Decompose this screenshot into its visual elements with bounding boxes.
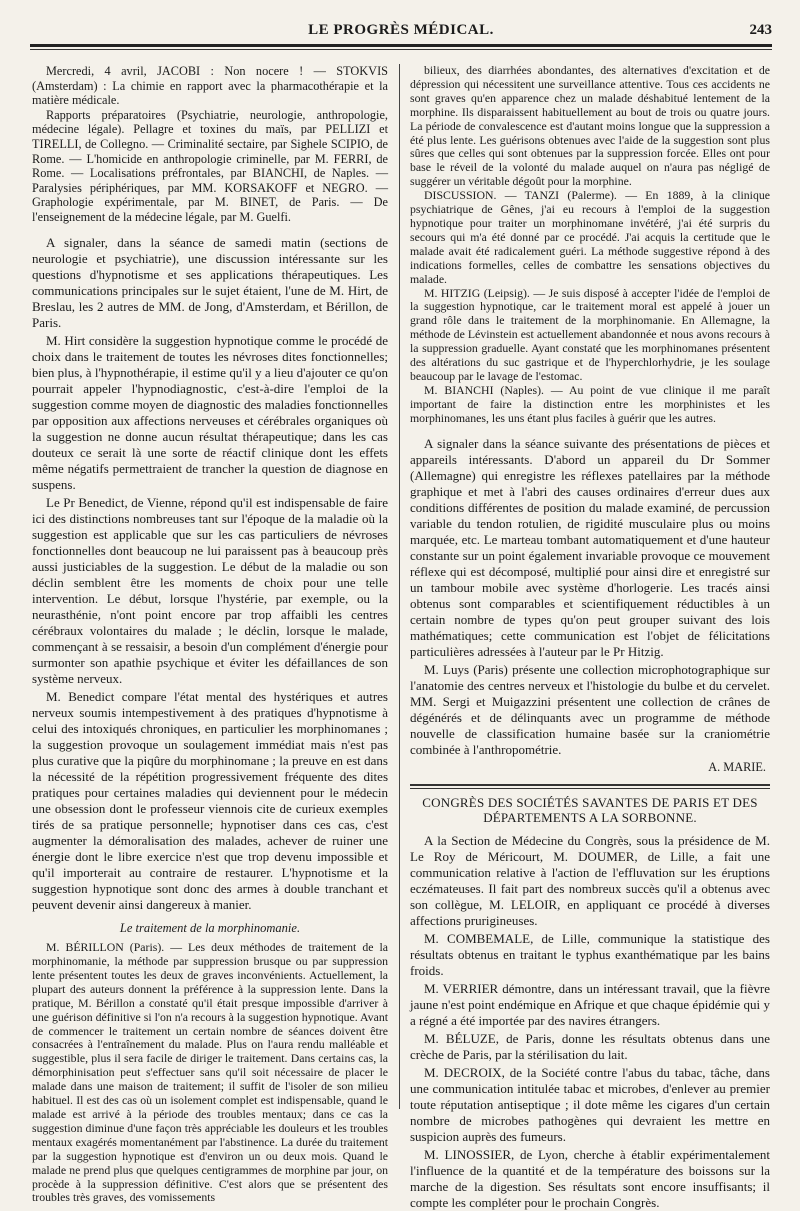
paragraph: M. Hirt considère la suggestion hypnotique comme le procédé de choix dans le traitement de toutes les névroses dites fonctionnelles; bien plus, à l'hypnothérapie, il estime qu'il y a lieu d'ajouter ce qu'on pourrait appeler l'hypnodiagnostic, c'est-à-dire l'emploi de la suggestion comme moyen de diagnostic des maladies fonctionnelles par opposition aux affections nerveuses et cérébrales organiques où la suggestion ne donne aucun résultat thérapeutique; dans les cas douteux ce serait là une sorte de réactif clinique dont les effets même négatifs permettraient de trancher la question de diagnose en suspens. [32,332,388,492]
paragraph: M. BIANCHI (Naples). — Au point de vue clinique il me paraît important de faire la distinction entre les morphinistes et les morphinomanes, les uns étant plus faciles à guérir que les autres. [410,382,770,425]
paragraph: M. Benedict compare l'état mental des hystériques et autres nerveux soumis intempestivement à des pratiques d'hypnotisme à celui des intoxiqués chroniques, en particulier les morphinomanes ; la suggestion provoque un soulagement immédiat mais n'est pas plus curative que la piqûre du morphinomane ; la preuve en est dans la nécessité de la répétition progressivement fréquente des dites pratiques pour certaines maladies qui deviennent pour le médecin une obsession dont le professeur viennois cite de curieux exemples tirés de sa pratique personnelle; hypnotiser dans ces cas, c'est augmenter la démoralisation des malades, achever de ruiner une énergie dont le libre exercice n'est que trop devenu impossible et qu'il importerait au contraire de restaurer. L'hypnotisme et la suggestion hypnotique sont donc des armes à double tranchant et peuvent devenir ainsi dangereux à manier. [32,688,388,912]
paragraph: M. COMBEMALE, de Lille, communique la statistique des résultats obtenus en traitant le typhus exanthématique par les bains froids. [410,931,770,979]
paragraph: M. Luys (Paris) présente une collection microphotographique sur l'anatomie des centres nerveux et l'histologie du bulbe et du cervelet. MM. Sergi et Muigazzini présentent une collection de crânes de dégénérés et de délinquants avec un programme de méthode nouvelle de classification humaine basée sur la craniométrie combinée à l'anthropométrie. [410,661,770,757]
paragraph: M. HITZIG (Leipsig). — Je suis disposé à accepter l'idée de l'emploi de la suggestion hypnotique, car le traitement moral est appelé à jouer un grand rôle dans le traitement de la morphinomanie. En Allemagne, la méthode de Lévinstein est actuellement abandonnée et nous avons recours à la suppression graduelle. Ayant constaté que les morphinomanes présentent des altérations du suc gastrique et de l'hyperchlorhydrie, je les soulage beaucoup par le lavage de l'estomac. [410,285,770,383]
header-rule-thin [30,49,772,50]
paragraph: Mercredi, 4 avril, JACOBI : Non nocere ! — STOKVIS (Amsterdam) : La chimie en rapport avec la pharmacothérapie et la matière médicale. [32,64,388,108]
paragraph: M. BÉLUZE, de Paris, donne les résultats obtenus dans une crèche de Paris, par la stérilisation du lait. [410,1031,770,1063]
left-column [32,64,388,1205]
paragraph: bilieux, des diarrhées abondantes, des alternatives d'excitation et de dépression qui nécessitent une surveillance attentive. Tous ces accidents ne sont graves qu'en apparence chez un malade déshabitué lentement de la morphine. Ils disparaissent habituellement au bout de trois ou quatre jours. La période de convalescence est d'autant moins longue que la suppression a été plus lente. Les guérisons obtenues avec l'aide de la suggestion sont plus sûres que celles qui sont obtenues par la suppression forcée. Elles ont pour base le réveil de la volonté du malade auquel on n'aura pas négligé de suggérer un véritable dégoût pour la morphine. [410,63,770,189]
paragraph: A signaler dans la séance suivante des présentations de pièces et appareils intéressants. D'abord un appareil du Dr Sommer (Allemagne) qui enregistre les réflexes patellaires par la méthode graphique et met à l'abri des causes ordinaires d'erreur dues aux conditions différentes de position du malade examiné, de percussion variable du tendon rotulien, de rigidité musculaire plus ou moins marquée, etc. Le marteau tombant automatiquement et d'une hauteur constante sur un point également invariable provoque ce mouvement réflexe qui est décomposé, multiplié pour ainsi dire et enregistré sur un tambour mobile avec système d'horlogerie. Les tracés ainsi obtenus sont comparables et scientifiquement réductibles à un certain nombre de types qu'on peut grouper suivant des lois mathématiques; cette communication est l'objet de félicitations particulières adressées à l'auteur par le Pr Hitzig. [410,435,770,659]
paragraph: M. BÉRILLON (Paris). — Les deux méthodes de traitement de la morphinomanie, la méthode par suppression brusque ou par suppression lente présentent toutes les deux de graves inconvénients. Actuellement, la plupart des auteurs donnent la préférence à la suppression lente. Dans la pratique, M. Bérillon a constaté qu'il était presque impossible d'arriver à une guérison définitive si l'on n'a recours à la suggestion hypnotique. Avant de commencer le traitement un certain nombre de séances doivent être consacrées à l'entraînement du malade. Plus on l'aura rendu malléable et suggestible, plus il sera facile de diriger le traitement. Dans certains cas, la démorphinisation peut s'effectuer sans qu'il soit nécessaire de placer le malade dans une maison de traitement; il suffit de l'isoler de son milieu habituel. Il est des cas où un isolement complet est indispensable, quand le malade est arrivé à la période des troubles mentaux; dans ce cas la suggestion diminue d'une façon très appréciable les douleurs et les troubles mentaux exagérés momentanément par l'abstinence. La durée du traitement par la suggestion hypnotique est d'environ un ou deux mois. Quand le malade ne prend plus que quelques centigrammes de morphine par jour, on procède à la suppression définitive. C'est alors que se présentent des troubles très graves, des vomissements [32,940,388,1205]
right-column [410,63,770,1211]
paragraph: A la Section de Médecine du Congrès, sous la présidence de M. Le Roy de Méricourt, M. DOUMER, de Lille, a fait une communication relative à l'action de l'effluvation sur les éruptions eczémateuses. Il fait part des nombreux succès qu'il a obtenus avec son collègue, M. LELOIR, en appliquant ce procédé à diverses affections prurigineuses. [410,833,770,929]
section-rule [410,784,770,786]
signature: A. MARIE. [708,759,766,774]
paragraph: Rapports préparatoires (Psychiatrie, neurologie, anthropologie, médecine légale). Pellagre et toxines du maïs, par PELLIZI et TIRELLI, de Collegno. — Criminalité sectaire, par Sighele SCIPIO, de Rome. — L'homicide en anthropologie criminelle, par M. FERRI, de Rome. — Localisations préfrontales, par BIANCHI, de Naples. — Paralysies périphériques, par MM. KORSAKOFF et NEGRO. — Graphologie expérimentale, par M. BINET, de Paris. — De l'enseignement de la médecine légale, par M. Guelfi. [32,107,388,224]
section-title: CONGRÈS DES SOCIÉTÉS SAVANTES DE PARIS ET DES DÉPARTEMENTS A LA SORBONNE. [422,795,758,826]
paragraph: A signaler, dans la séance de samedi matin (sections de neurologie et psychiatrie), une discussion intéressante sur les questions d'hypnotisme et ses applications thérapeutiques. Les communications principales sur le sujet étaient, l'une de M. Hirt, de Breslau, les 2 autres de MM. de Jong, d'Amsterdam, et Bérillon, de Paris. [32,234,388,330]
subsection-heading: Le traitement de la morphinomanie. [119,920,301,935]
page-header [30,22,772,44]
header-rule-thick [30,44,772,47]
journal-title: LE PROGRÈS MÉDICAL. [308,22,494,38]
page-number: 243 [749,22,772,38]
paragraph: M. LINOSSIER, de Lyon, cherche à établir expérimentalement l'influence de la quantité et de la température des boissons sur la marche de la digestion. Ses résultats sont encore insuffisants; il compte les compléter pour le prochain Congrès. [410,1147,770,1211]
section-rule [410,788,770,789]
column-divider [399,64,400,1109]
paragraph: Le Pr Benedict, de Vienne, répond qu'il est indispensable de faire ici des distinctions nombreuses tant sur l'époque de la maladie où la suggestion est applicable que sur les cas particuliers de névroses fonctionnelles dont beaucoup ne lui paraissent pas à beaucoup près aussi justiciables de la suggestion. Le début de la maladie ou son déclin semblent être les moments de choix pour une telle intervention. Le début, lorsque l'hystérie, par exemple, ou la neurasthénie, n'ont point encore par trop affaibli les centres cérébraux volontaires du malade ; le déclin, lorsque le malade, commençant à se ressaisir, a besoin d'un complément d'énergie pour surmonter son apathie psychique et éviter les défaillances de son système nerveux. [32,494,388,686]
paragraph: DISCUSSION. — TANZI (Palerme). — En 1889, à la clinique psychiatrique de Gênes, j'ai eu recours à l'emploi de la suggestion hypnotique pour traiter un morphinomane invétéré, j'ai été surpris du secours qui m'a été donné par ce procédé. J'ai acquis la certitude que le malade avait été radicalement guéri. La méthode suggestive répond à des indications formelles, celles de combattre les sensations objectives du malade. [410,188,770,286]
paragraph: M. VERRIER démontre, dans un intéressant travail, que la fièvre jaune n'est point endémique en Afrique et que chaque épidémie qui y a régné a été importée par des navires étrangers. [410,981,770,1029]
paragraph: M. DECROIX, de la Société contre l'abus du tabac, tâche, dans une communication intitulée tabac et microbes, d'enlever au premier toute réputation antiseptique ; il dote même les cigares d'un certain nombre de microbes pathogènes qui devraient les mettre en suspicion auprès des fumeurs. [410,1065,770,1145]
